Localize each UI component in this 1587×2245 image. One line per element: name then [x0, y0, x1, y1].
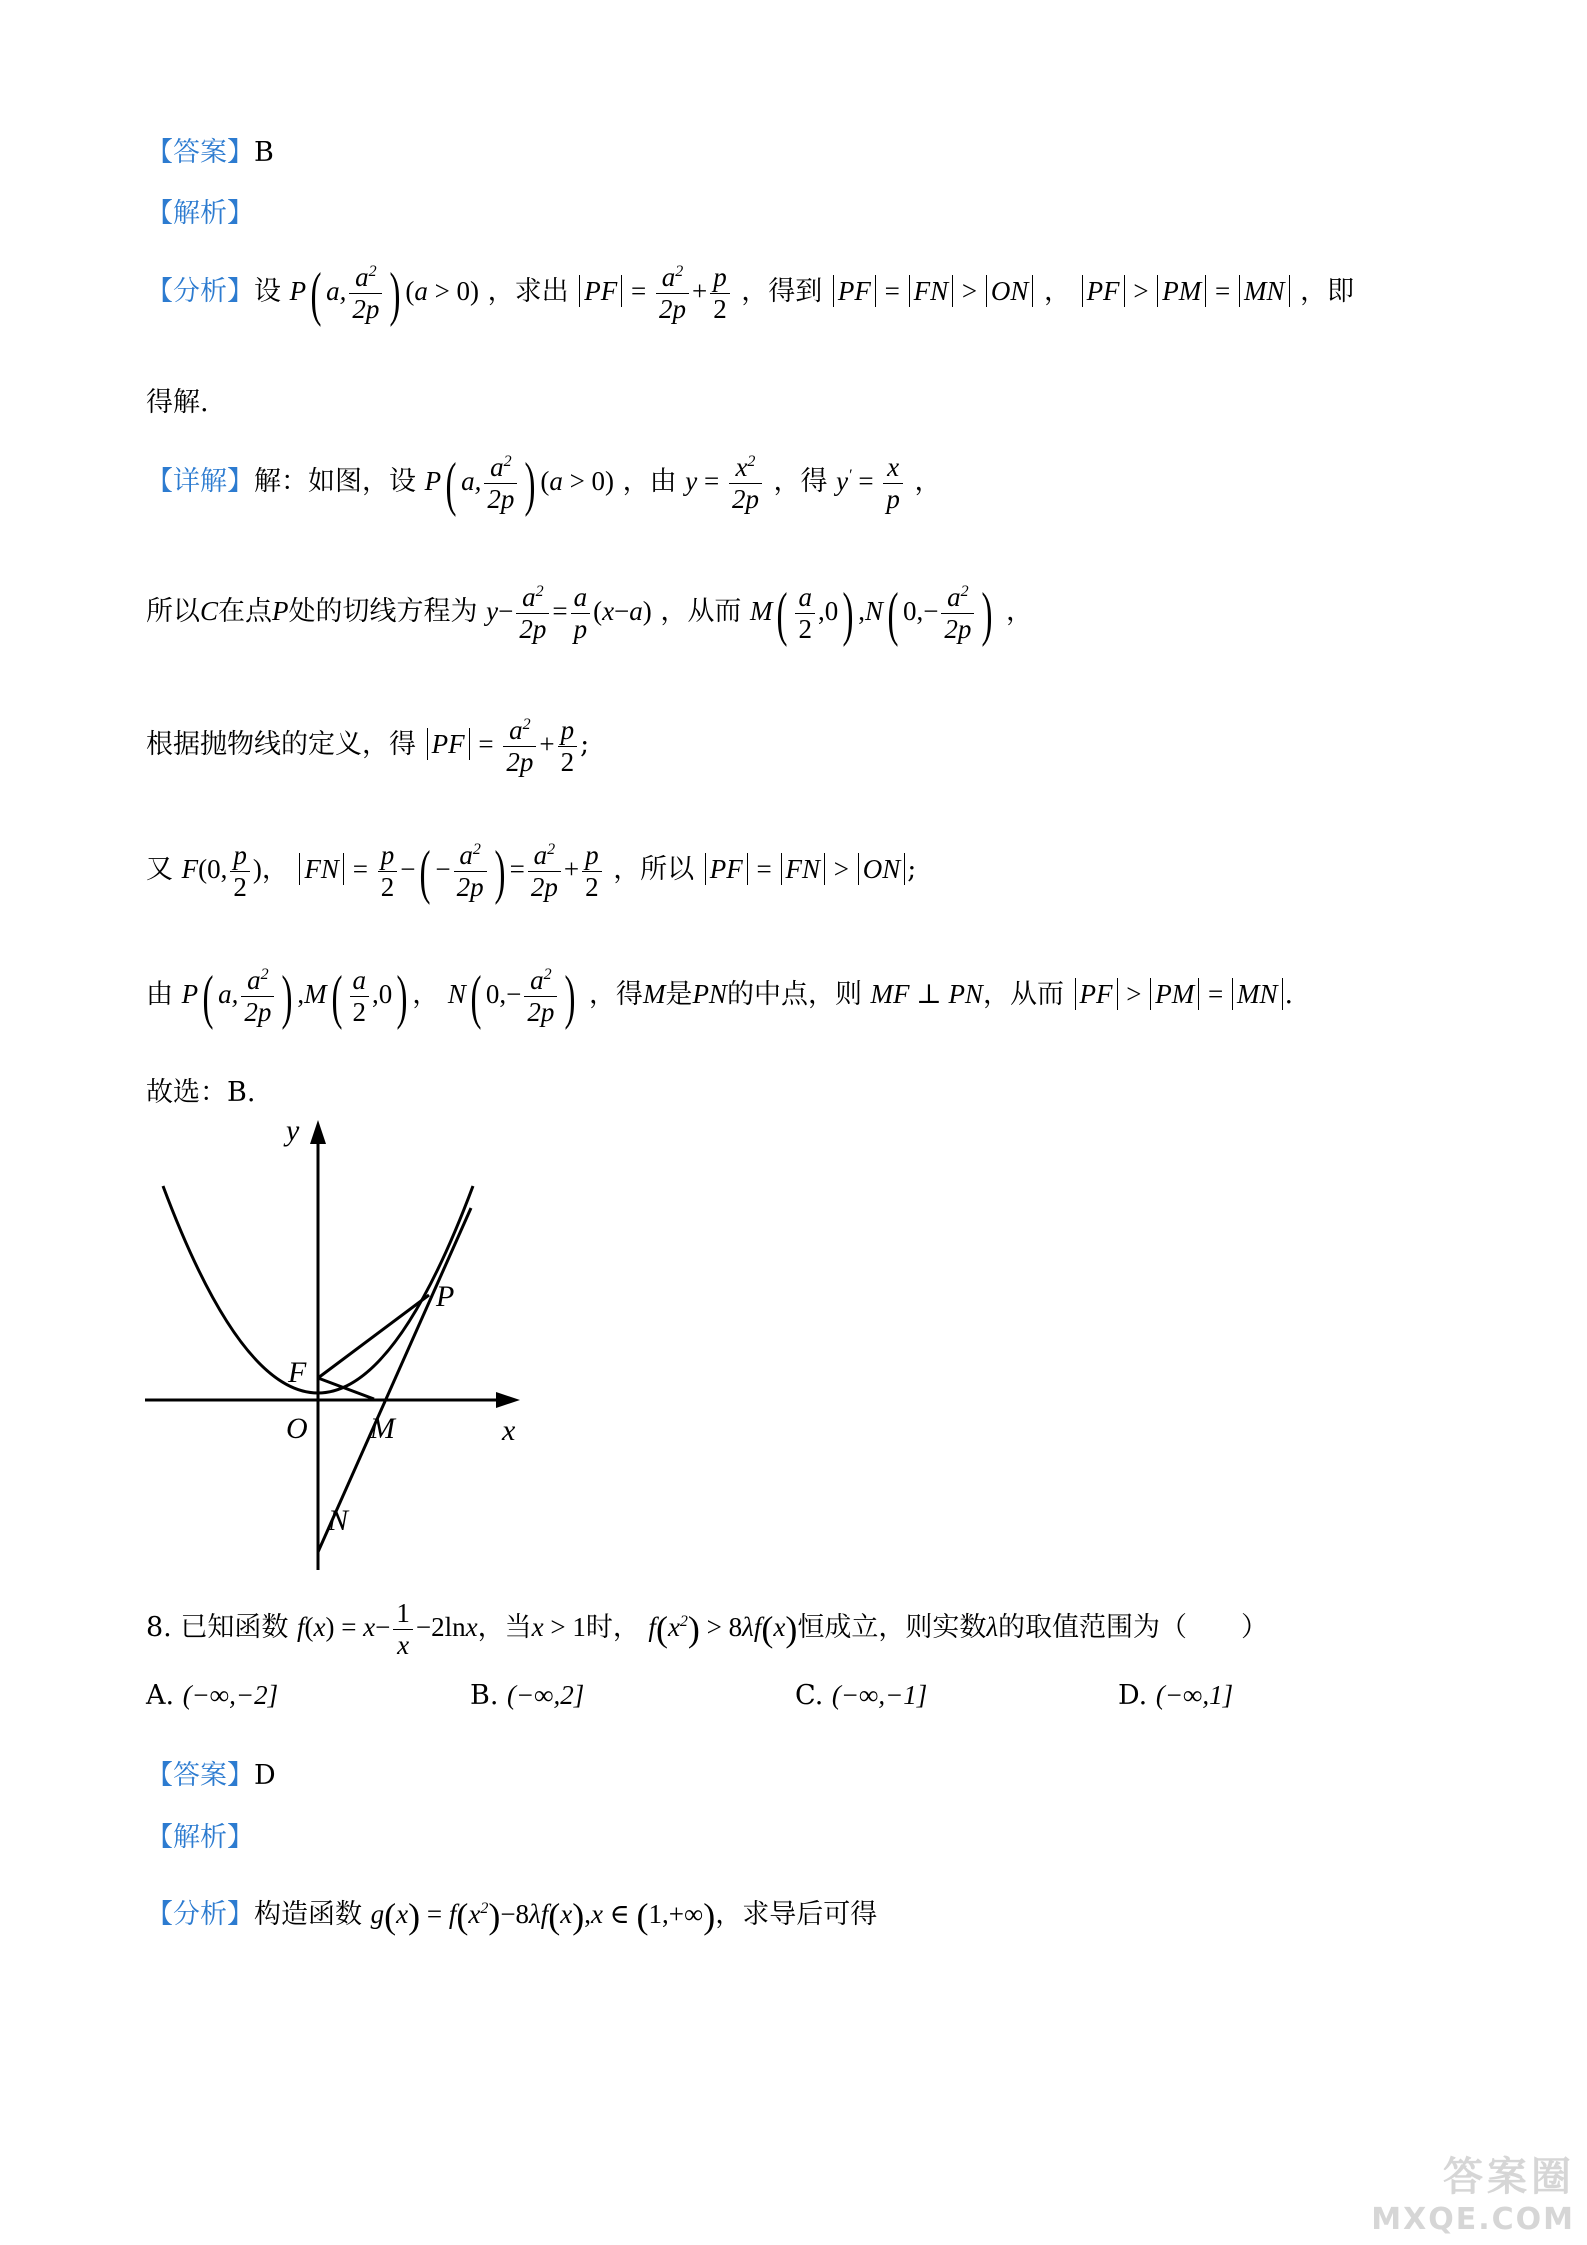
- parabola-diagram: [140, 1110, 540, 1580]
- fenxi-tag: 【分析】: [146, 275, 254, 307]
- option-c[interactable]: [795, 1680, 927, 1711]
- option-value: (−∞,1]: [1155, 1680, 1234, 1710]
- formula-relation-2: PF > PM = MN: [1073, 979, 1285, 1009]
- text-segment: .: [1284, 978, 1294, 1010]
- label-x: x: [502, 1414, 516, 1447]
- analysis-tag: 【解析】: [146, 198, 254, 229]
- text-segment: ，得: [773, 465, 828, 497]
- text-segment: 时，: [585, 1611, 640, 1643]
- label-m: M: [370, 1412, 395, 1445]
- formula-construct-g: $g(x) = f(x^2)-8\lambda f(x),x$ ∈ (1,+∞): [370, 1896, 716, 1936]
- analysis-heading-2: [146, 1822, 254, 1854]
- text-segment: 处的切线方程为: [288, 595, 478, 627]
- formula-fn: FN = $\frac{p}{2}$ −( − $\frac{a^2}{2p}$ ) = $\frac{a^2}{2p}$ + $\frac{p}{2}$: [297, 854, 604, 884]
- option-a[interactable]: [146, 1680, 278, 1711]
- xiangjie-tag: 【详解】: [146, 465, 254, 497]
- text-segment: 得解.: [146, 387, 209, 418]
- text-segment: ，: [261, 853, 289, 885]
- formula-relation-1: PF = FN > ON: [831, 276, 1036, 306]
- formula-relation-2: PF > PM = MN: [1080, 276, 1292, 306]
- text-segment: ，: [914, 465, 942, 497]
- xiangjie-line: [146, 452, 941, 515]
- text-segment: 设: [254, 275, 281, 307]
- text-segment: ;: [580, 728, 590, 760]
- text-segment: ，从而: [660, 595, 742, 627]
- text-segment: 是: [665, 978, 693, 1010]
- text-segment: 已知函数: [180, 1611, 289, 1643]
- text-segment: ，得: [588, 978, 643, 1010]
- text-segment: ，: [1043, 275, 1071, 307]
- text-segment: 所以: [146, 595, 200, 627]
- formula-function: f(x) = x− $\frac{1}{x}$ −2lnx: [296, 1598, 478, 1661]
- analysis-heading: [146, 198, 254, 230]
- fenxi-line: [146, 262, 1354, 325]
- text-segment: ，求出: [487, 275, 569, 307]
- text-segment: 故选：B.: [146, 1077, 256, 1108]
- watermark-url: MXQE.COM: [1371, 2202, 1575, 2237]
- text-segment: 根据抛物线的定义，得: [146, 728, 416, 760]
- focus-line: [146, 840, 916, 903]
- text-segment: ，从而: [982, 978, 1064, 1010]
- choose-line: [146, 1077, 255, 1109]
- text-segment: ，得到: [741, 275, 823, 307]
- option-d[interactable]: [1118, 1680, 1233, 1711]
- tangent-line: [146, 582, 1033, 645]
- text-segment: ，即: [1300, 275, 1355, 307]
- answer-value: D: [254, 1760, 276, 1791]
- text-segment: 由: [146, 978, 173, 1010]
- formula-relation-1: PF = FN > ON: [703, 854, 908, 884]
- formula-pn: PN: [692, 978, 727, 1009]
- answer-value: B: [254, 137, 274, 168]
- answer-tag: 【答案】: [146, 137, 254, 168]
- fenxi-line-2: [146, 1895, 877, 1938]
- formula-m: M: [642, 978, 666, 1009]
- formula-perp: MF ⊥ PN: [870, 978, 983, 1009]
- midpoint-line: [146, 965, 1293, 1028]
- formula-pf: PF = $\frac{a^2}{2p}$ + $\frac{p}{2}$: [577, 276, 732, 306]
- option-label: D.: [1118, 1680, 1148, 1711]
- text-segment: ，: [412, 978, 440, 1010]
- answer-line-2: [146, 1760, 276, 1792]
- label-f: F: [288, 1356, 307, 1389]
- answer-line: [146, 137, 274, 169]
- label-o: O: [286, 1412, 308, 1445]
- text-segment: 构造函数: [254, 1898, 362, 1930]
- text-segment: ，: [1006, 595, 1033, 627]
- option-label: B.: [470, 1680, 499, 1711]
- formula-derivative: y′ = $\frac{x}{p}$: [836, 466, 906, 496]
- formula-pf: PF = $\frac{a^2}{2p}$ + $\frac{p}{2}$: [425, 729, 580, 759]
- site-watermark: [1371, 2145, 1575, 2237]
- text-segment: ，所以: [613, 853, 695, 885]
- formula-lambda: λ: [986, 1611, 999, 1642]
- text-segment: ，由: [622, 465, 677, 497]
- text-segment: ，当: [477, 1611, 532, 1643]
- option-value: (−∞,2]: [507, 1680, 585, 1710]
- watermark-logo-text: 答案圈: [1443, 2154, 1575, 2200]
- question-8: [146, 1598, 1268, 1661]
- label-y: y: [286, 1114, 300, 1147]
- text-segment: 解：如图，设: [254, 465, 416, 497]
- y-axis-arrow: [310, 1120, 326, 1144]
- text-segment: 在点: [218, 595, 273, 627]
- fenxi-tag: 【分析】: [146, 1898, 254, 1930]
- text-segment: 的取值范围为（ ）: [998, 1611, 1269, 1643]
- text-segment: 的中点，则: [726, 978, 862, 1010]
- text-segment: 恒成立，则实数: [797, 1611, 987, 1643]
- formula-point-p: P( a, $\frac{a^2}{2p}$ ) (a > 0): [289, 260, 480, 327]
- option-value: (−∞,−2]: [182, 1680, 279, 1710]
- formula-f: F(0, $\frac{p}{2}$ ): [181, 840, 262, 903]
- formula-inequality: $f(x^2) > 8\lambda f(x)$: [648, 1608, 798, 1649]
- answer-tag: 【答案】: [146, 1760, 254, 1791]
- option-label: A.: [146, 1680, 175, 1711]
- option-label: C.: [795, 1680, 824, 1711]
- option-b[interactable]: [470, 1680, 584, 1711]
- text-segment: ，求导后可得: [715, 1898, 878, 1930]
- text-segment: ;: [907, 853, 917, 885]
- x-axis-arrow: [496, 1392, 520, 1408]
- formula-p-m: P( a, $\frac{a^2}{2p}$ ) ,M( $\frac{a}{2}$ ,0): [181, 963, 408, 1030]
- option-value: (−∞,−1]: [831, 1680, 928, 1710]
- formula-parabola: y = $\frac{x^2}{2p}$: [685, 466, 765, 496]
- tangent-line-pn: [318, 1208, 471, 1552]
- fenxi-continuation: [146, 387, 209, 419]
- question-number: 8.: [146, 1611, 172, 1643]
- analysis-tag: 【解析】: [146, 1822, 254, 1853]
- text-segment: 又: [146, 853, 173, 885]
- definition-line: [146, 715, 589, 778]
- formula-point-p: P( a, $\frac{a^2}{2p}$ ) (a > 0): [424, 450, 615, 517]
- formula-p: P: [272, 595, 289, 626]
- formula-c: C: [200, 595, 219, 626]
- formula-tangent: y− $\frac{a^2}{2p}$ = $\frac{a}{p}$ (x−a): [486, 582, 652, 645]
- label-n: N: [328, 1504, 349, 1537]
- formula-m-n: M( $\frac{a}{2}$ ,0) ,N( 0,− $\frac{a^2}{2p}$ ): [749, 580, 993, 647]
- segment-fm: [318, 1378, 374, 1399]
- formula-condition: x > 1: [531, 1611, 586, 1642]
- formula-n: N( 0,− $\frac{a^2}{2p}$ ): [447, 963, 576, 1030]
- label-p: P: [436, 1280, 455, 1313]
